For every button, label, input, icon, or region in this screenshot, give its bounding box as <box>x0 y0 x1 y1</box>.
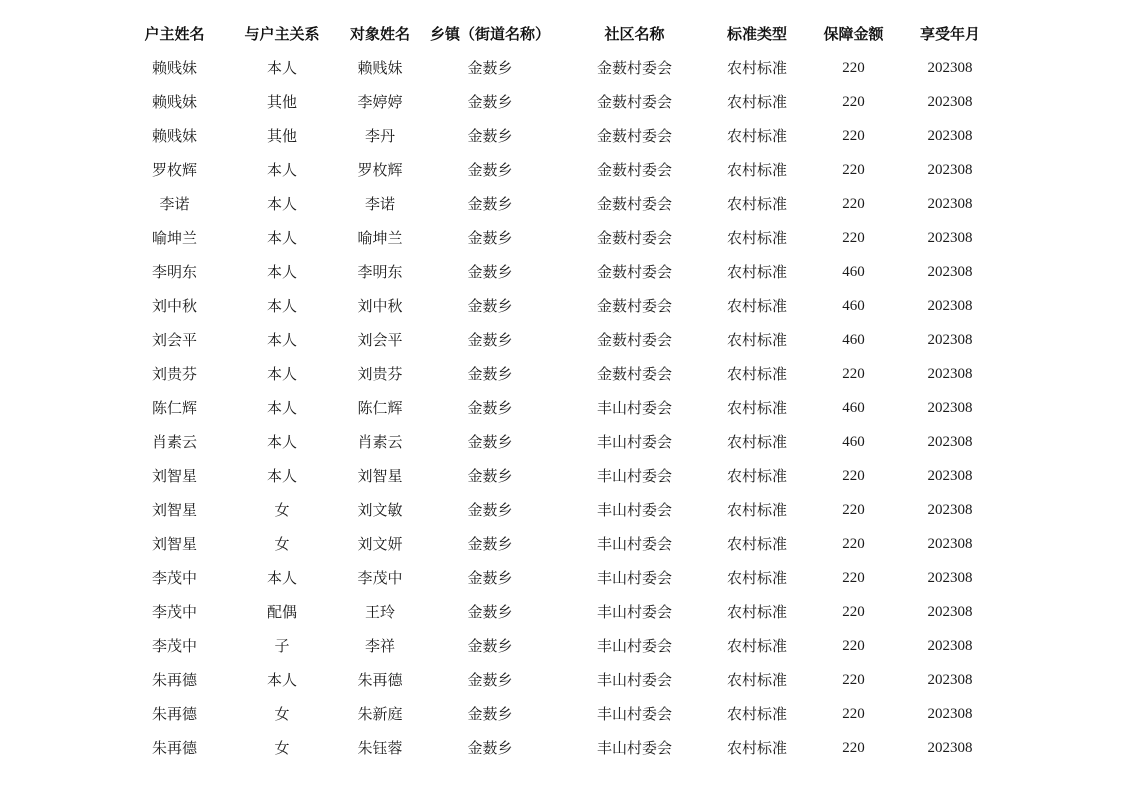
township-cell: 金薮乡 <box>467 263 513 281</box>
benefit-month-cell: 202308 <box>927 638 973 654</box>
table-row <box>117 357 990 391</box>
township-cell: 金薮乡 <box>467 331 513 349</box>
table-row <box>117 85 990 119</box>
household-head-name-cell: 罗枚辉 <box>151 161 197 179</box>
table-header-row <box>117 17 990 51</box>
standard-type-cell: 农村标准 <box>726 569 787 587</box>
community-cell: 金薮村委会 <box>596 161 672 179</box>
allowance-amount-cell: 220 <box>842 162 865 178</box>
household-head-name-cell: 朱再德 <box>151 671 197 689</box>
township-cell: 金薮乡 <box>467 671 513 689</box>
standard-type-cell: 农村标准 <box>726 161 787 179</box>
relation-cell: 本人 <box>266 331 297 349</box>
beneficiary-name-cell: 刘贵芬 <box>357 365 403 383</box>
standard-type-cell: 农村标准 <box>726 93 787 111</box>
relation-cell: 配偶 <box>266 603 297 621</box>
community-cell: 丰山村委会 <box>596 467 672 485</box>
standard-type-cell: 农村标准 <box>726 331 787 349</box>
header-standard-type: 标准类型 <box>726 25 787 43</box>
beneficiary-name-cell: 李诺 <box>364 195 395 213</box>
beneficiary-name-cell: 王玲 <box>364 603 395 621</box>
allowance-amount-cell: 220 <box>842 94 865 110</box>
township-cell: 金薮乡 <box>467 127 513 145</box>
table-row <box>117 187 990 221</box>
table-row <box>117 153 990 187</box>
benefit-month-cell: 202308 <box>927 706 973 722</box>
table-row <box>117 595 990 629</box>
allowance-amount-cell: 220 <box>842 60 865 76</box>
household-head-name-cell: 李茂中 <box>151 637 197 655</box>
benefit-month-cell: 202308 <box>927 604 973 620</box>
relation-cell: 女 <box>274 535 290 553</box>
community-cell: 金薮村委会 <box>596 195 672 213</box>
benefit-month-cell: 202308 <box>927 570 973 586</box>
beneficiary-name-cell: 罗枚辉 <box>357 161 403 179</box>
table-row <box>117 527 990 561</box>
standard-type-cell: 农村标准 <box>726 535 787 553</box>
table-row <box>117 663 990 697</box>
community-cell: 金薮村委会 <box>596 229 672 247</box>
benefit-month-cell: 202308 <box>927 366 973 382</box>
standard-type-cell: 农村标准 <box>726 433 787 451</box>
household-head-name-cell: 刘智星 <box>151 467 197 485</box>
township-cell: 金薮乡 <box>467 365 513 383</box>
household-head-name-cell: 刘贵芬 <box>151 365 197 383</box>
township-cell: 金薮乡 <box>467 297 513 315</box>
relation-cell: 子 <box>274 637 290 655</box>
allowance-amount-cell: 220 <box>842 502 865 518</box>
beneficiary-name-cell: 刘文妍 <box>357 535 403 553</box>
relation-cell: 本人 <box>266 433 297 451</box>
community-cell: 金薮村委会 <box>596 297 672 315</box>
household-head-name-cell: 刘智星 <box>151 501 197 519</box>
household-head-name-cell: 刘中秋 <box>151 297 197 315</box>
benefit-month-cell: 202308 <box>927 332 973 348</box>
allowance-amount-cell: 220 <box>842 638 865 654</box>
beneficiary-name-cell: 赖贱妹 <box>357 59 403 77</box>
header-community: 社区名称 <box>604 25 665 43</box>
allowance-amount-cell: 220 <box>842 366 865 382</box>
table-row <box>117 459 990 493</box>
community-cell: 金薮村委会 <box>596 365 672 383</box>
community-cell: 丰山村委会 <box>596 399 672 417</box>
beneficiary-name-cell: 刘会平 <box>357 331 403 349</box>
relation-cell: 本人 <box>266 671 297 689</box>
relation-cell: 本人 <box>266 195 297 213</box>
standard-type-cell: 农村标准 <box>726 229 787 247</box>
benefit-month-cell: 202308 <box>927 264 973 280</box>
township-cell: 金薮乡 <box>467 501 513 519</box>
township-cell: 金薮乡 <box>467 569 513 587</box>
community-cell: 丰山村委会 <box>596 603 672 621</box>
allowance-amount-cell: 460 <box>842 264 865 280</box>
township-cell: 金薮乡 <box>467 161 513 179</box>
relation-cell: 女 <box>274 705 290 723</box>
allowance-amount-cell: 220 <box>842 230 865 246</box>
benefit-month-cell: 202308 <box>927 162 973 178</box>
township-cell: 金薮乡 <box>467 535 513 553</box>
standard-type-cell: 农村标准 <box>726 637 787 655</box>
benefit-month-cell: 202308 <box>927 502 973 518</box>
table-row <box>117 255 990 289</box>
allowance-amount-cell: 460 <box>842 298 865 314</box>
relation-cell: 本人 <box>266 297 297 315</box>
household-head-name-cell: 肖素云 <box>151 433 197 451</box>
relation-cell: 本人 <box>266 569 297 587</box>
benefit-month-cell: 202308 <box>927 740 973 756</box>
standard-type-cell: 农村标准 <box>726 467 787 485</box>
community-cell: 丰山村委会 <box>596 739 672 757</box>
community-cell: 丰山村委会 <box>596 433 672 451</box>
standard-type-cell: 农村标准 <box>726 501 787 519</box>
township-cell: 金薮乡 <box>467 637 513 655</box>
township-cell: 金薮乡 <box>467 467 513 485</box>
table-row <box>117 561 990 595</box>
community-cell: 丰山村委会 <box>596 705 672 723</box>
township-cell: 金薮乡 <box>467 433 513 451</box>
allowance-amount-cell: 220 <box>842 196 865 212</box>
household-head-name-cell: 赖贱妹 <box>151 59 197 77</box>
relation-cell: 女 <box>274 501 290 519</box>
relation-cell: 本人 <box>266 161 297 179</box>
relation-cell: 其他 <box>266 127 297 145</box>
table-row <box>117 221 990 255</box>
benefit-month-cell: 202308 <box>927 298 973 314</box>
beneficiary-name-cell: 李祥 <box>364 637 395 655</box>
allowance-amount-cell: 220 <box>842 128 865 144</box>
beneficiary-name-cell: 李婷婷 <box>357 93 403 111</box>
allowance-amount-cell: 220 <box>842 604 865 620</box>
benefit-month-cell: 202308 <box>927 400 973 416</box>
standard-type-cell: 农村标准 <box>726 59 787 77</box>
township-cell: 金薮乡 <box>467 705 513 723</box>
allowance-amount-cell: 460 <box>842 434 865 450</box>
household-head-name-cell: 陈仁辉 <box>151 399 197 417</box>
allowance-amount-cell: 220 <box>842 536 865 552</box>
benefit-month-cell: 202308 <box>927 672 973 688</box>
household-head-name-cell: 喻坤兰 <box>151 229 197 247</box>
table-row <box>117 119 990 153</box>
household-head-name-cell: 赖贱妹 <box>151 127 197 145</box>
relation-cell: 本人 <box>266 263 297 281</box>
table-row <box>117 425 990 459</box>
township-cell: 金薮乡 <box>467 399 513 417</box>
table-body <box>117 51 990 765</box>
township-cell: 金薮乡 <box>467 93 513 111</box>
beneficiary-name-cell: 刘中秋 <box>357 297 403 315</box>
relation-cell: 女 <box>274 739 290 757</box>
allowance-amount-cell: 220 <box>842 468 865 484</box>
household-head-name-cell: 朱再德 <box>151 739 197 757</box>
benefit-month-cell: 202308 <box>927 536 973 552</box>
allowance-roster-table <box>117 17 990 765</box>
standard-type-cell: 农村标准 <box>726 365 787 383</box>
household-head-name-cell: 李茂中 <box>151 603 197 621</box>
relation-cell: 本人 <box>266 59 297 77</box>
beneficiary-name-cell: 李丹 <box>364 127 395 145</box>
community-cell: 金薮村委会 <box>596 331 672 349</box>
beneficiary-name-cell: 刘文敏 <box>357 501 403 519</box>
beneficiary-name-cell: 朱新庭 <box>357 705 403 723</box>
beneficiary-name-cell: 李茂中 <box>357 569 403 587</box>
township-cell: 金薮乡 <box>467 229 513 247</box>
beneficiary-name-cell: 肖素云 <box>357 433 403 451</box>
allowance-amount-cell: 220 <box>842 706 865 722</box>
community-cell: 金薮村委会 <box>596 59 672 77</box>
standard-type-cell: 农村标准 <box>726 603 787 621</box>
table-row <box>117 289 990 323</box>
benefit-month-cell: 202308 <box>927 196 973 212</box>
header-allowance-amount: 保障金额 <box>823 25 884 43</box>
beneficiary-name-cell: 陈仁辉 <box>357 399 403 417</box>
standard-type-cell: 农村标准 <box>726 297 787 315</box>
allowance-amount-cell: 460 <box>842 400 865 416</box>
header-benefit-month: 享受年月 <box>919 25 980 43</box>
benefit-month-cell: 202308 <box>927 434 973 450</box>
household-head-name-cell: 刘会平 <box>151 331 197 349</box>
relation-cell: 本人 <box>266 467 297 485</box>
table-row <box>117 731 990 765</box>
table-row <box>117 629 990 663</box>
benefit-month-cell: 202308 <box>927 230 973 246</box>
header-relation-to-head: 与户主关系 <box>244 25 320 43</box>
relation-cell: 其他 <box>266 93 297 111</box>
allowance-amount-cell: 460 <box>842 332 865 348</box>
beneficiary-name-cell: 李明东 <box>357 263 403 281</box>
township-cell: 金薮乡 <box>467 59 513 77</box>
beneficiary-name-cell: 朱钰蓉 <box>357 739 403 757</box>
standard-type-cell: 农村标准 <box>726 195 787 213</box>
community-cell: 金薮村委会 <box>596 93 672 111</box>
community-cell: 丰山村委会 <box>596 535 672 553</box>
header-township: 乡镇（街道名称） <box>429 25 550 43</box>
standard-type-cell: 农村标准 <box>726 705 787 723</box>
benefit-month-cell: 202308 <box>927 60 973 76</box>
beneficiary-name-cell: 朱再德 <box>357 671 403 689</box>
header-beneficiary-name: 对象姓名 <box>349 25 410 43</box>
household-head-name-cell: 朱再德 <box>151 705 197 723</box>
table-row <box>117 323 990 357</box>
allowance-amount-cell: 220 <box>842 570 865 586</box>
relation-cell: 本人 <box>266 229 297 247</box>
household-head-name-cell: 赖贱妹 <box>151 93 197 111</box>
standard-type-cell: 农村标准 <box>726 263 787 281</box>
benefit-month-cell: 202308 <box>927 94 973 110</box>
beneficiary-name-cell: 喻坤兰 <box>357 229 403 247</box>
community-cell: 丰山村委会 <box>596 569 672 587</box>
household-head-name-cell: 刘智星 <box>151 535 197 553</box>
community-cell: 丰山村委会 <box>596 637 672 655</box>
beneficiary-name-cell: 刘智星 <box>357 467 403 485</box>
table-row <box>117 697 990 731</box>
standard-type-cell: 农村标准 <box>726 671 787 689</box>
township-cell: 金薮乡 <box>467 739 513 757</box>
relation-cell: 本人 <box>266 365 297 383</box>
table-row <box>117 391 990 425</box>
standard-type-cell: 农村标准 <box>726 127 787 145</box>
community-cell: 金薮村委会 <box>596 263 672 281</box>
standard-type-cell: 农村标准 <box>726 739 787 757</box>
allowance-amount-cell: 220 <box>842 740 865 756</box>
community-cell: 金薮村委会 <box>596 127 672 145</box>
header-household-head-name: 户主姓名 <box>144 25 205 43</box>
allowance-amount-cell: 220 <box>842 672 865 688</box>
table-row <box>117 493 990 527</box>
township-cell: 金薮乡 <box>467 195 513 213</box>
household-head-name-cell: 李茂中 <box>151 569 197 587</box>
household-head-name-cell: 李诺 <box>159 195 190 213</box>
standard-type-cell: 农村标准 <box>726 399 787 417</box>
table-row <box>117 51 990 85</box>
household-head-name-cell: 李明东 <box>151 263 197 281</box>
community-cell: 丰山村委会 <box>596 501 672 519</box>
community-cell: 丰山村委会 <box>596 671 672 689</box>
township-cell: 金薮乡 <box>467 603 513 621</box>
benefit-month-cell: 202308 <box>927 128 973 144</box>
benefit-month-cell: 202308 <box>927 468 973 484</box>
relation-cell: 本人 <box>266 399 297 417</box>
